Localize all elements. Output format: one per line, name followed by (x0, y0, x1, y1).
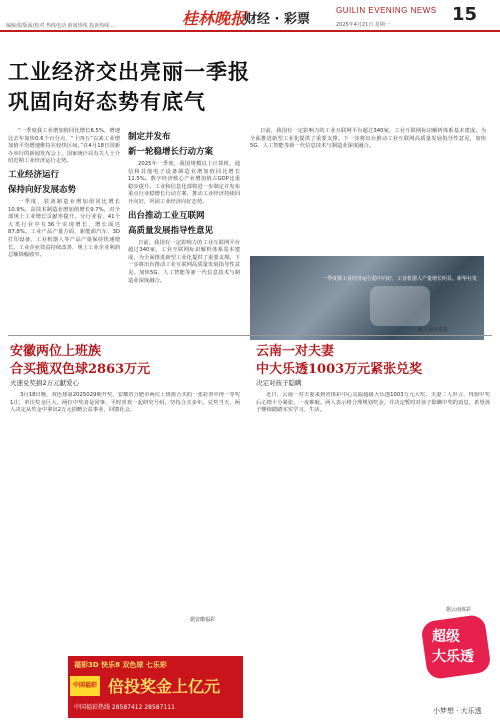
section-divider (8, 335, 492, 336)
subhead-2: 制定并发布 (128, 132, 171, 142)
main-article-col1 (8, 128, 120, 260)
subhead-1: 工业经济运行 (8, 169, 60, 180)
right-story-body (256, 392, 490, 602)
left-story-headline-2: 合买揽双色球2863万元 (10, 362, 151, 377)
body-paragraph-3b: 日前，我国有一定影响力的工业互联网平台超过340家，工业互联网标识解析体系基本建成，为全面推进新型工业化提供了重要支撑。下一步将出台推动工业互联网高质量发展指导性意见，加快5G、人工智能等新一代信息技术与制造业深度融合。 (250, 128, 486, 150)
left-story-headline-1: 安徽两位上班族 (10, 344, 102, 359)
body-paragraph-3: 日前，我国有一定影响力的工业互联网平台超过340家，工业互联网标识解析体系基本建成，为全面推进新型工业化提供了重要支撑。下一步将出台推动工业互联网高质量发展指导性意见，加快5G、人工智能等新一代信息技术与制造业深度融合。 (128, 239, 240, 284)
main-byline: 据上海证券报 (418, 327, 449, 333)
newspaper-logo: 桂林晚报 (182, 9, 247, 28)
brand-english: GUILIN EVENING NEWS (336, 6, 437, 15)
right-story-headline-1: 云南一对夫妻 (256, 344, 335, 359)
subhead-3: 出台推动工业互联网 (128, 210, 205, 221)
left-story-byline: 据安徽福彩 (190, 617, 216, 623)
main-headline-line2: 巩固向好态势有底气 (8, 89, 206, 114)
page-header (0, 0, 500, 32)
left-story-body (10, 392, 240, 612)
right-story-subtitle: 决定对孩子隐瞒 (256, 379, 302, 387)
logo-text-1: 超级 (432, 629, 460, 645)
ad-main-text: 倍投奖金上亿元 (108, 677, 221, 696)
ad-phone: 中国福彩热线 28587412 28587111 (74, 704, 175, 711)
right-story-text: 近日，云南一对夫妻来到省体彩中心兑取超级大乐透1003万元大奖。夫妻二人坦言，得知中奖后心情十分紧张，一夜难眠。两人表示将合理规划奖金，并决定暂时对孩子隐瞒中奖的消息，希望孩子继续踏踏实实学习、生活。 (256, 392, 490, 414)
lead-paragraph: “一季度我工业增加值同比增长6.5%，增速比去年加快0.6个百分点，“十四五”以来工业增加值平均增速维持在较快区间。”在4月18日国新办举行的新闻发布会上，国家统计局有关人士介绍近期工业经济运行走势。 (8, 128, 120, 165)
lottery-ad[interactable] (68, 656, 243, 718)
robot-arm-image (370, 286, 430, 326)
photo-caption: 一季度我工业经济运行稳中向好，工业机器人产量增长明显。新华社发 (322, 276, 478, 282)
header-rule (0, 30, 500, 32)
ad-tag: 中国福彩 (70, 676, 100, 696)
main-article-col2 (128, 128, 240, 285)
page-number: 15 (452, 4, 478, 25)
ad-games: 福彩3D 快乐8 双色球 七乐彩 (74, 661, 167, 669)
section-title: 财经 · 彩票 (244, 12, 310, 27)
main-article-col3 (250, 128, 486, 248)
logo-text-2: 大乐透 (432, 649, 474, 665)
article-photo (250, 256, 484, 340)
subhead-1b: 保持向好发展态势 (8, 184, 77, 195)
body-paragraph-2: 2025年一季度，我国规模以上计算机、通信和其他电子设备制造业增加值同比增长11.5%。数字经济核心产业增加值占GDP比重稳步提升。工业和信息化部将进一步制定并发布重点行业稳增长行动方案，推动工业经济持续回升向好，巩固工业经济向好态势。 (128, 161, 240, 205)
super-lotto-logo (418, 612, 494, 682)
subhead-2b: 新一轮稳增长行动方案 (128, 147, 214, 157)
header-contact: 编辑部/版面/校对 热线电话 新闻热线 投诉热线 ... (6, 23, 116, 29)
dateline: 2025年4月21日 星期一 (336, 22, 390, 28)
right-story-byline: 据云南体彩 (446, 607, 472, 613)
bottom-slogan: 小梦想 · 大乐透 (433, 707, 482, 715)
left-story-subtitle: 火速兑奖捐2万元献爱心 (10, 379, 80, 387)
main-headline-line1: 工业经济交出亮丽一季报 (8, 59, 250, 84)
left-story-text: 3月18日晚，双色球第2025029期开奖，安徽省合肥市两位上班族合买的一张彩票中得一等奖1注，单注奖金巨大。两位中奖者是同事，平时喜欢一起研究号码，坚持合买多年。兑奖当天，两人决定从奖金中拿出2万元捐赠公益事业，回馈社会。 (10, 392, 240, 414)
right-story-headline-2: 中大乐透1003万元紧张兑奖 (256, 362, 423, 377)
subhead-3b: 高质量发展指导性意见 (128, 225, 214, 236)
body-paragraph-1: 一季度，装备制造业增加值同比增长10.9%，高技术制造业增加值增长9.7%，对全部规上工业增长贡献率提升。分行业看，41个大类行业中有36个实现增长，增长面达87.8%。工业产品产量方面，新能源汽车、3D打印设备、工业机器人等产品产量保持快速增长。工业企业效益持续改善，规上工业企业利润总额降幅收窄。 (8, 198, 120, 259)
